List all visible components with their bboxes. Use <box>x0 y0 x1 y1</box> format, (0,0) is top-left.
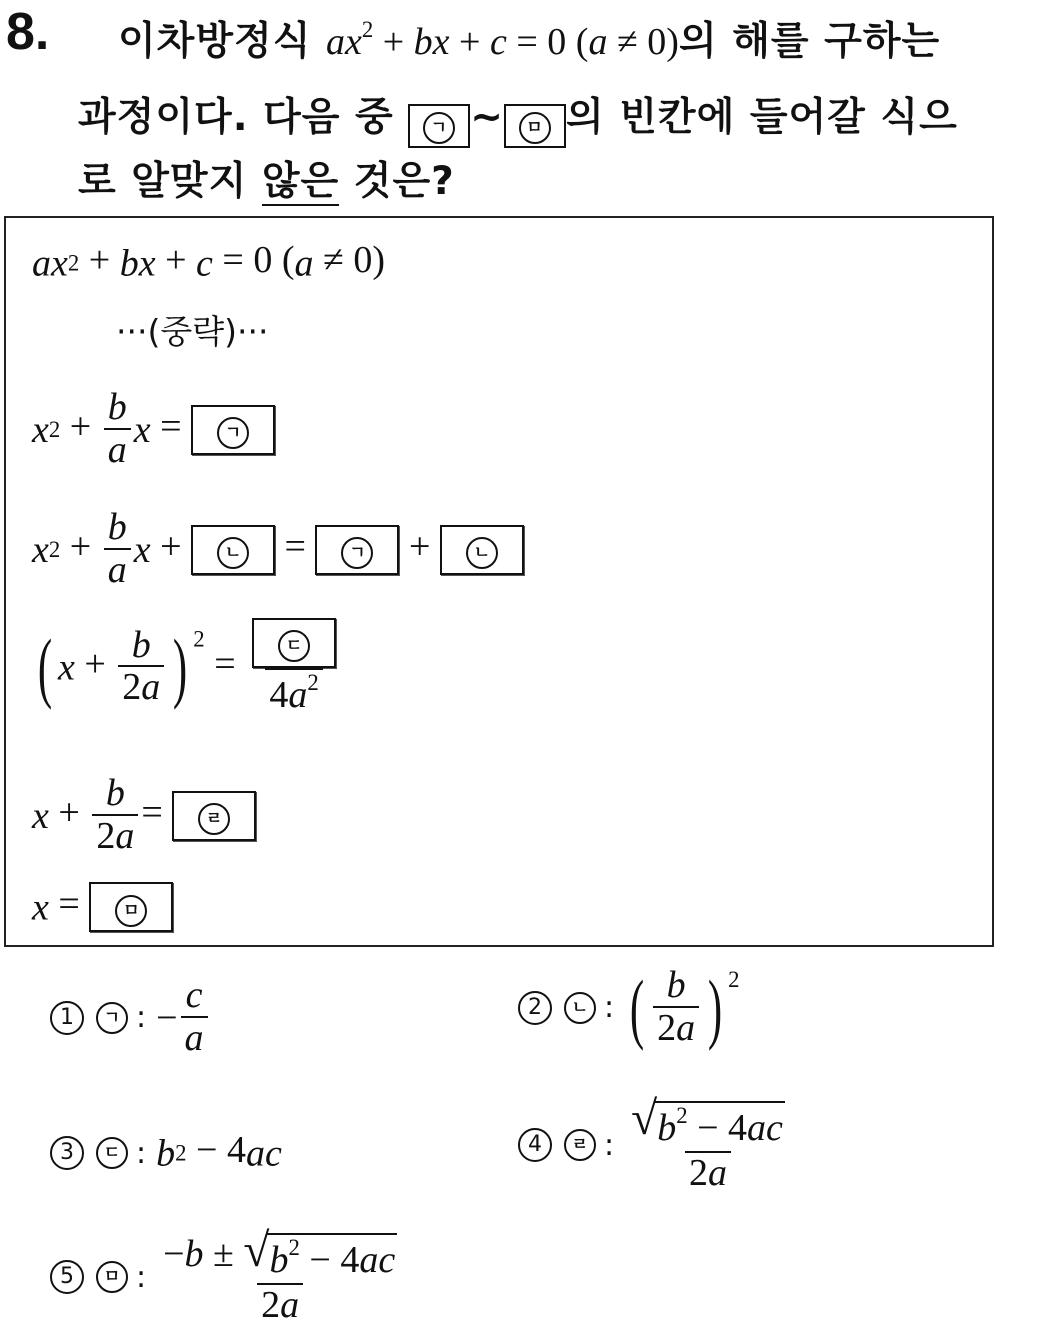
option-2[interactable]: 2 ㄴ : ( $\frac{b}{2a}$ ) $^2$ <box>518 966 739 1050</box>
underlined-word: 않은 <box>261 159 340 204</box>
question-line2-suffix: 의 빈칸에 들어갈 식으 <box>565 95 958 140</box>
option-3[interactable]: 3 ㄷ : b2 − 4ac <box>50 1128 282 1175</box>
option-label: ㅁ <box>96 1261 128 1293</box>
fraction-sqrt-over-2a: √ $b^2 - 4ac$ 2a <box>631 1093 783 1194</box>
option-number: 4 <box>518 1128 552 1162</box>
right-paren: ) <box>707 963 723 1051</box>
fraction-b-over-2a: $\frac{b}{2a}$ <box>653 966 699 1050</box>
right-paren: ) <box>173 623 188 711</box>
question-equation: $ax^2$ + bx + c = 0 (a ≠ 0) <box>325 16 679 63</box>
question-line-3 <box>78 150 455 206</box>
omitted-steps: ···(중략)··· <box>116 312 269 351</box>
fraction-b-over-2a: $\frac{b}{2a}$ <box>118 626 164 710</box>
step-equation-1: x2 + $\frac{b}{a}$ x = ㄱ <box>32 388 275 472</box>
fraction-b-over-2a: $\frac{b}{2a}$ <box>92 774 138 858</box>
solution-process-box <box>4 216 994 947</box>
question-line1-text: 이차방정식 <box>118 19 312 64</box>
circled-label-mieum: ㅁ <box>519 112 551 144</box>
circled-label-giyeok: ㄱ <box>423 112 455 144</box>
step-equation-5: x = ㅁ <box>32 882 173 932</box>
option-number: 1 <box>50 1001 84 1035</box>
blank-rieul <box>172 791 256 841</box>
question-line3-suffix: 것은? <box>353 159 455 204</box>
blank-digeut <box>252 618 336 668</box>
square-root: √ $b^2 - 4ac$ <box>631 1093 783 1150</box>
blank-label: ㄴ <box>217 537 249 569</box>
fraction-b-over-a: $\frac{b}{a}$ <box>104 508 131 592</box>
option-1[interactable]: 1 ㄱ : − $\frac{c}{a}$ <box>50 976 211 1060</box>
option-number: 2 <box>518 991 552 1025</box>
inline-blank-box-first <box>408 104 470 148</box>
left-paren: ( <box>629 963 645 1051</box>
question-line-1 <box>118 10 940 66</box>
option-label: ㄹ <box>564 1129 596 1161</box>
blank-label: ㄱ <box>341 537 373 569</box>
question-line1-suffix: 의 해를 구하는 <box>678 19 941 64</box>
option-5[interactable]: 5 ㅁ : −b ± √ $b^2 - 4ac$ 2a <box>50 1228 404 1327</box>
blank-label: ㄷ <box>278 630 310 662</box>
square-root: √ $b^2 - 4ac$ <box>243 1225 396 1282</box>
option-label: ㄱ <box>96 1002 128 1034</box>
left-paren: ( <box>37 623 53 711</box>
question-line-2 <box>78 86 958 148</box>
tilde: ~ <box>470 95 504 140</box>
step-equation-2: x2 + $\frac{b}{a}$ x + ㄴ = ㄱ + ㄴ <box>32 508 524 592</box>
process-start-equation: ax2 + bx + c = 0 (a ≠ 0) <box>32 239 386 285</box>
fraction-c-over-a: $\frac{c}{a}$ <box>181 976 208 1060</box>
option-number: 3 <box>50 1136 84 1170</box>
blank-label: ㄱ <box>217 417 249 449</box>
option-number: 5 <box>50 1260 84 1294</box>
question-number: 8. <box>6 3 50 61</box>
inline-blank-box-last <box>504 104 566 148</box>
option-label: ㄷ <box>96 1137 128 1169</box>
blank-mieum <box>89 882 173 932</box>
step-equation-4: x + $\frac{b}{2a}$ = ㄹ <box>32 774 256 858</box>
blank-giyeok <box>315 525 399 575</box>
blank-nieun <box>191 525 275 575</box>
fraction-b-over-a: $\frac{b}{a}$ <box>104 388 131 472</box>
blank-label: ㄴ <box>466 537 498 569</box>
blank-label: ㅁ <box>115 895 147 927</box>
option-label: ㄴ <box>564 992 596 1024</box>
blank-label: ㄹ <box>198 803 230 835</box>
blank-giyeok <box>191 405 275 455</box>
fraction-quadratic-formula: −b ± √ $b^2 - 4ac$ 2a <box>163 1225 396 1326</box>
option-4[interactable]: 4 ㄹ : √ $b^2 - 4ac$ 2a <box>518 1096 792 1195</box>
step-equation-3: ( x + $\frac{b}{2a}$ ) $^2$ = $\frac{\text{ㄷ}}{4a^2}$ <box>32 618 343 717</box>
question-line3-prefix: 로 알맞지 <box>78 159 248 204</box>
blank-nieun <box>440 525 524 575</box>
fraction-blank-over-4a2: $\frac{\text{ㄷ}}{4a^2}$ <box>248 618 340 717</box>
question-line2-prefix: 과정이다. 다음 중 <box>78 95 394 140</box>
